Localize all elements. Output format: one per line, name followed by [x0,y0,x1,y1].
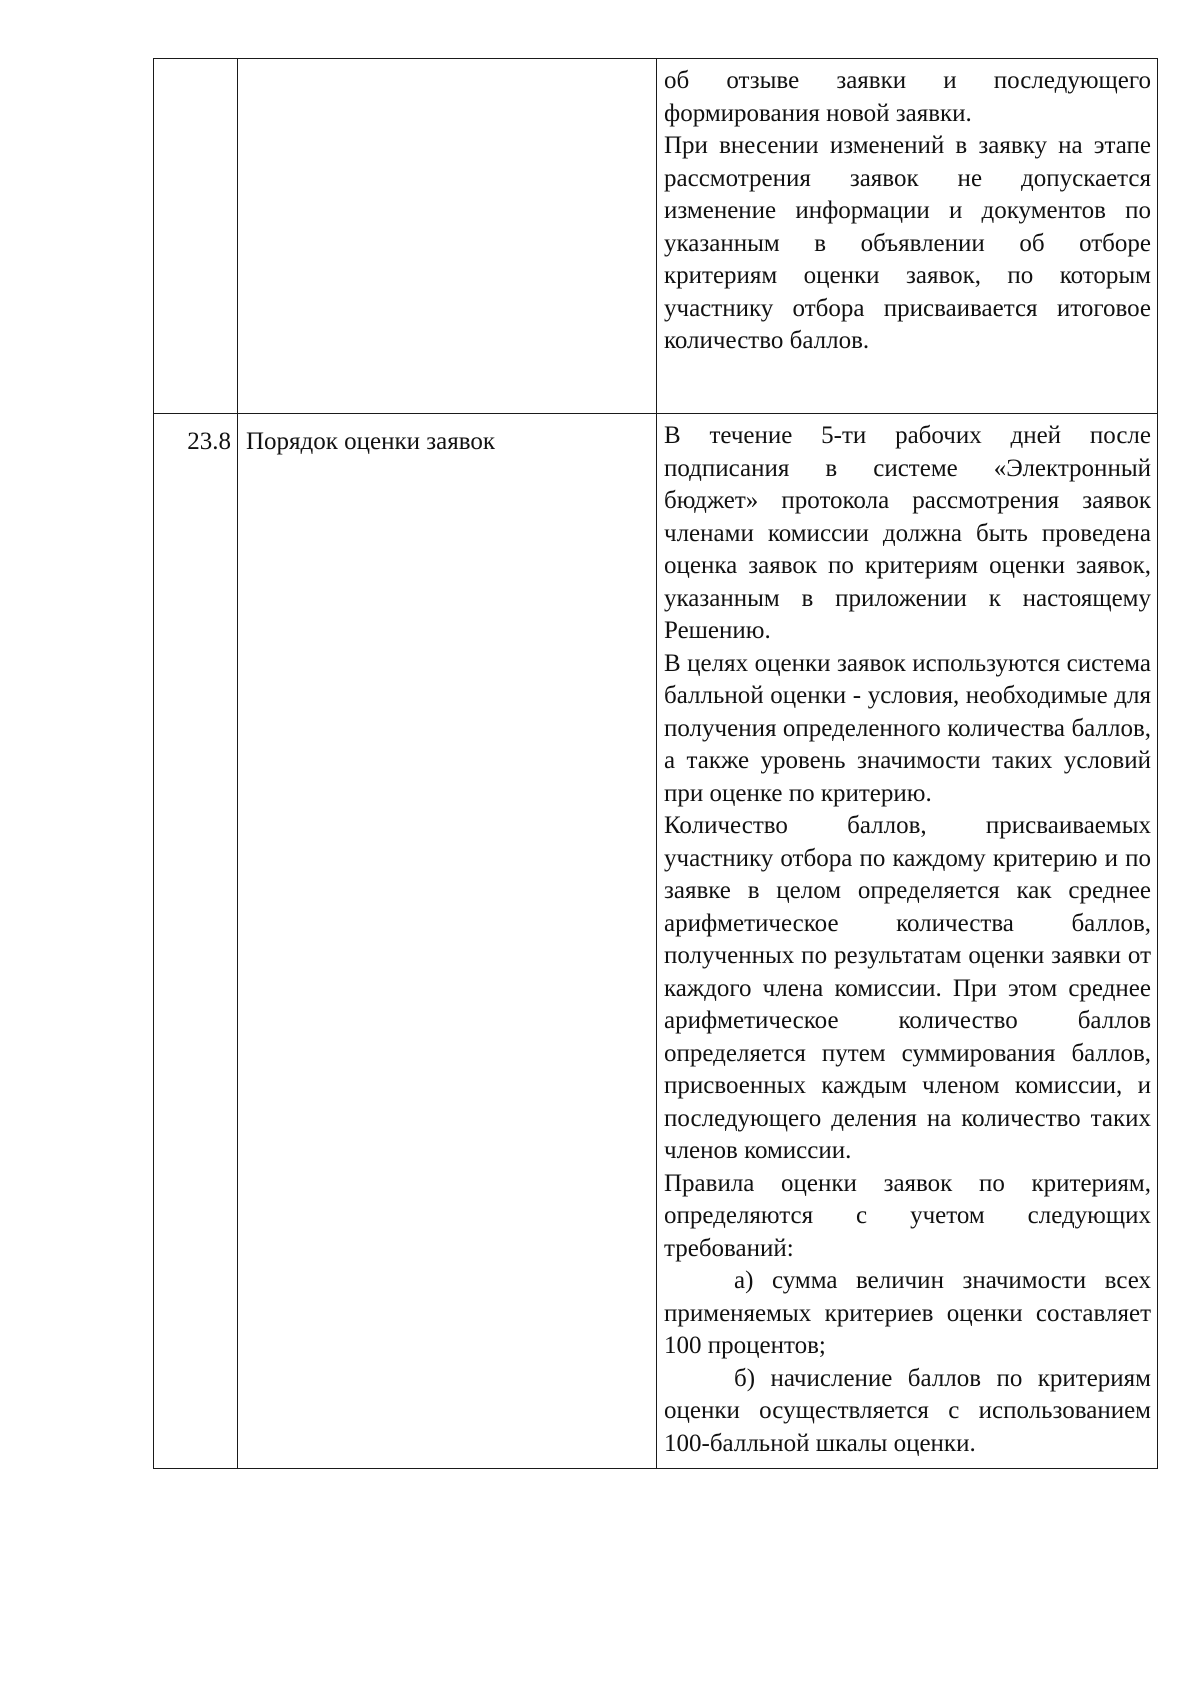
list-item: а) сумма величин значимости всех применяемых критериев оценки составляет 100 процентов; [664,1267,1151,1359]
paragraph: В течение 5-ти рабочих дней после подписания в системе «Электронный бюджет» протокола рассмотрения заявок членами комиссии должна быть проведена оценка заявок по критериям оценки заявок, указанным в приложении к настоящему Решению. [664,422,1151,644]
paragraph: В целях оценки заявок используются система балльной оценки - условия, необходимые для получения определенного количества баллов, а также уровень значимости таких условий при оценке по критерию. [664,649,1151,807]
row-description [657,59,1158,414]
row-number [154,59,238,414]
row-title [238,59,657,414]
paragraph: При внесении изменений в заявку на этапе рассмотрения заявок не допускается изменение информации и документов по указанным в объявлении об отборе критериям оценки заявок, по которым участнику отбора присваивается итоговое количество баллов. [664,132,1151,354]
table-row [154,414,1158,1469]
paragraph: об отзыве заявки и последующего формирования новой заявки. [664,67,1151,127]
row-description [657,414,1158,1469]
row-number: 23.8 [154,414,238,1469]
table-row [154,59,1158,414]
list-item: б) начисление баллов по критериям оценки осуществляется с использованием 100-балльной шкалы оценки. [664,1364,1151,1457]
paragraph: Количество баллов, присваиваемых участнику отбора по каждому критерию и по заявке в целом определяется как среднее арифметическое количества баллов, полученных по результатам оценки заявки от каждого члена комиссии. При этом среднее арифметическое количество баллов определяется путем суммирования баллов, присвоенных каждым членом комиссии, и последующего деления на количество таких членов комиссии. [664,812,1151,1164]
regulation-table [153,58,1158,1469]
row-title: Порядок оценки заявок [238,414,657,1469]
paragraph: Правила оценки заявок по критериям, определяются с учетом следующих требований: [664,1169,1151,1262]
